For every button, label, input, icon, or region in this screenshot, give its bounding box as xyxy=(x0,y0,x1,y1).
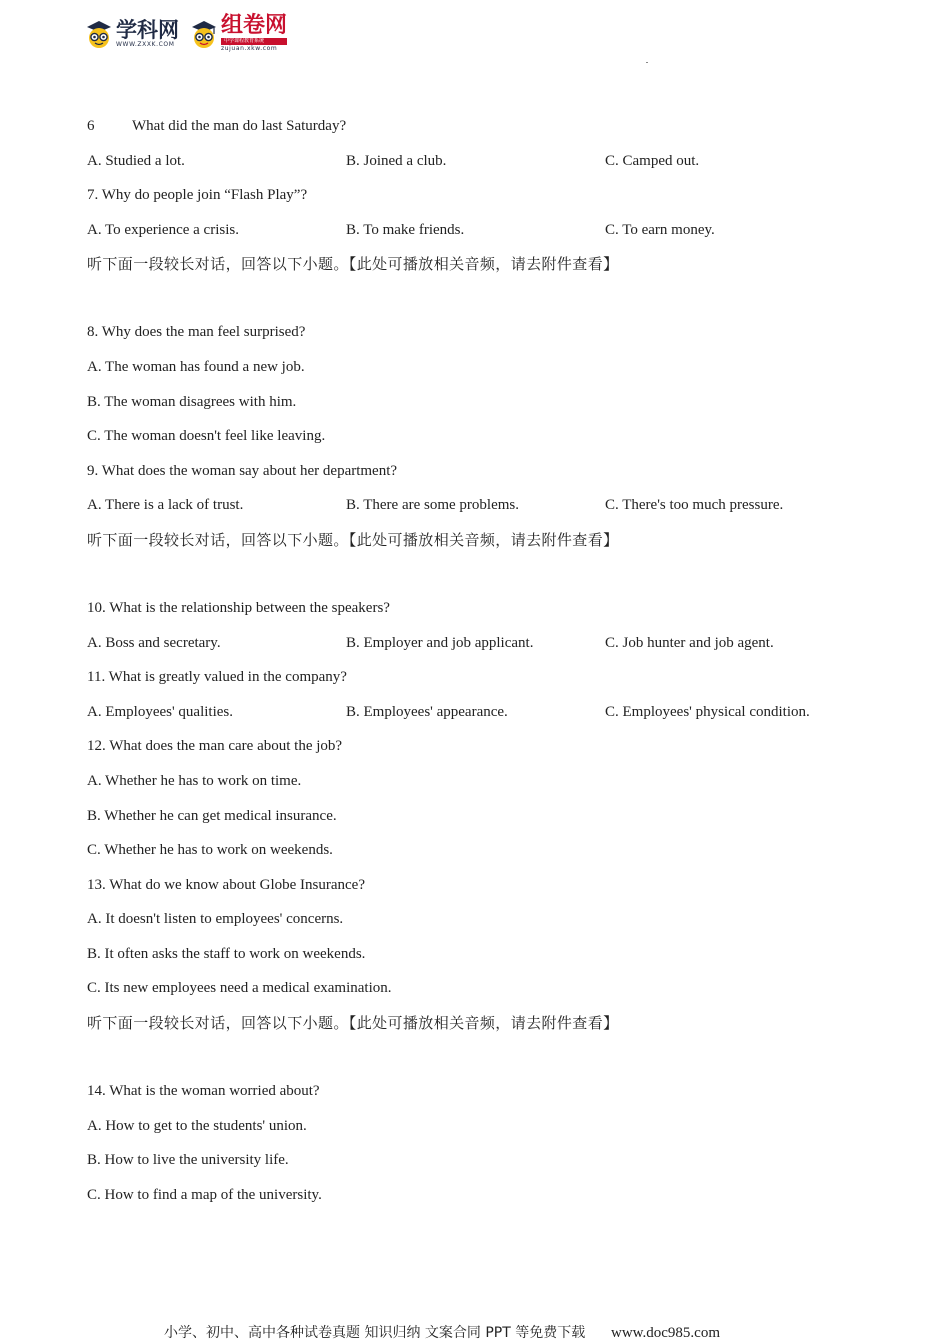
page-footer xyxy=(164,1322,720,1342)
option-line: B. The woman disagrees with him. xyxy=(87,393,297,410)
option-line: C. The woman doesn't feel like leaving. xyxy=(87,428,326,445)
option-line: A. It doesn't listen to employees' concerns. xyxy=(87,911,344,928)
option-b: B. To make friends. xyxy=(346,221,465,238)
question-line: 8. Why does the man feel surprised? xyxy=(87,324,306,341)
logo-url: WWW.ZXXK.COM xyxy=(116,41,175,48)
option-line: B. It often asks the staff to work on weekends. xyxy=(87,945,366,962)
option-c: C. To earn money. xyxy=(605,221,715,238)
option-b: B. Joined a club. xyxy=(346,152,447,169)
option-b: B. There are some problems. xyxy=(346,497,520,514)
question-line: 7. Why do people join “Flash Play”? xyxy=(87,187,308,204)
logo-name: 学科网 xyxy=(116,18,179,42)
question-line xyxy=(87,112,867,147)
option-b: B. Employees' appearance. xyxy=(346,703,508,720)
option-line: C. How to find a map of the university. xyxy=(87,1186,322,1203)
option-c: C. Employees' physical condition. xyxy=(605,703,810,720)
logo-name: 组卷网 xyxy=(221,13,288,38)
zujuan-logo[interactable] xyxy=(189,15,287,53)
option-line: B. Whether he can get medical insurance. xyxy=(87,807,337,824)
option-a: A. There is a lack of trust. xyxy=(87,497,244,514)
question-line: 13. What do we know about Globe Insurance? xyxy=(87,876,365,893)
question-text: What did the man do last Saturday? xyxy=(132,118,347,134)
options-row xyxy=(87,491,867,526)
option-a: A. Studied a lot. xyxy=(87,152,185,169)
option-a: A. To experience a crisis. xyxy=(87,221,239,238)
audio-notice: 听下面一段较长对话，回答以下小题。【此处可播放相关音频，请去附件查看】 xyxy=(87,255,619,274)
option-c: C. Job hunter and job agent. xyxy=(605,634,774,651)
logo-badge: 中学课程教育系统 xyxy=(221,38,287,45)
options-row xyxy=(87,698,867,733)
options-row xyxy=(87,216,867,251)
option-line: C. Its new employees need a medical examination. xyxy=(87,980,392,997)
question-content xyxy=(87,112,867,1215)
option-line: A. How to get to the students' union. xyxy=(87,1117,307,1134)
header-dot xyxy=(646,62,648,63)
question-line: 14. What is the woman worried about? xyxy=(87,1083,320,1100)
option-line: A. Whether he has to work on time. xyxy=(87,772,302,789)
options-row xyxy=(87,147,867,182)
mascot-icon xyxy=(189,18,219,50)
question-number: 6 xyxy=(87,118,95,134)
question-line: 10. What is the relationship between the speakers? xyxy=(87,599,390,616)
option-a: A. Employees' qualities. xyxy=(87,703,234,720)
options-row xyxy=(87,629,867,664)
footer-text: 小学、初中、高中各种试卷真题 知识归纳 文案合同 PPT 等免费下载 xyxy=(164,1325,586,1341)
option-line: A. The woman has found a new job. xyxy=(87,358,305,375)
option-line: C. Whether he has to work on weekends. xyxy=(87,842,333,859)
option-c: C. Camped out. xyxy=(605,152,700,169)
question-line: 9. What does the woman say about her department? xyxy=(87,462,398,479)
option-b: B. Employer and job applicant. xyxy=(346,634,534,651)
question-line: 12. What does the man care about the job? xyxy=(87,738,343,755)
audio-notice: 听下面一段较长对话，回答以下小题。【此处可播放相关音频，请去附件查看】 xyxy=(87,530,619,549)
zxxk-logo[interactable] xyxy=(84,18,179,50)
page-header xyxy=(84,12,297,56)
footer-site-link[interactable]: www.doc985.com xyxy=(611,1325,721,1341)
mascot-icon xyxy=(84,18,114,50)
logo-url: zujuan.xkw.com xyxy=(221,45,278,52)
option-line: B. How to live the university life. xyxy=(87,1152,289,1169)
option-a: A. Boss and secretary. xyxy=(87,634,221,651)
question-line: 11. What is greatly valued in the company? xyxy=(87,669,347,686)
audio-notice: 听下面一段较长对话，回答以下小题。【此处可播放相关音频，请去附件查看】 xyxy=(87,1014,619,1033)
option-c: C. There's too much pressure. xyxy=(605,497,784,514)
